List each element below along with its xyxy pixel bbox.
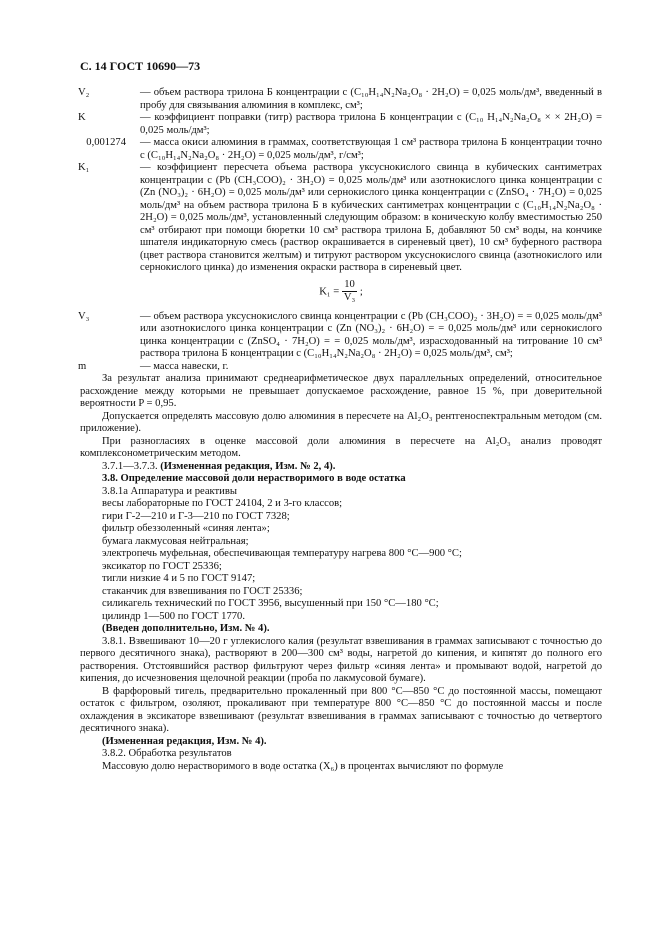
subsection-3-8-1a: 3.8.1а Аппаратура и реактивы	[102, 485, 237, 497]
definition-symbol: V₃	[78, 310, 90, 322]
paragraph-result: За результат анализа принимают среднеарифметическое двух параллельных определений, относительное расхождение между которыми не превышает допускаемое расхождение, равное 15 %, при доверительной вероятности P = 0,95.	[80, 373, 602, 409]
definition-symbol: m	[78, 360, 87, 372]
equipment-item: эксикатор по ГОСТ 25336;	[102, 560, 222, 572]
variable-definitions-2	[80, 311, 602, 374]
edit-note-1	[80, 461, 602, 474]
equipment-item: тигли низкие 4 и 5 по ГОСТ 9147;	[102, 573, 256, 584]
formula-numerator: 10	[342, 279, 357, 293]
formula-fraction	[342, 279, 357, 305]
equipment-item: фильтр обеззоленный «синяя лента»;	[102, 523, 270, 534]
equipment-list	[80, 498, 602, 623]
section-3-8-heading	[80, 473, 602, 486]
definition-text: — объем раствора трилона Б концентрации c (C₁₀H₁₄N₂Na₂O₈ · 2H₂O) = 0,025 моль/дм³, введенный в пробу для связывания алюминия в комплекс, см³;	[140, 87, 602, 111]
paragraph-3-8-1-cont: В фарфоровый тигель, предварительно прокаленный при 800 °С—850 °С до постоянной массы, помещают остаток с фильтром, озоляют, прокаливают при температуре 800 °С—850 °С до постоянной массы и после охлаждения в эксикаторе взвешивают (результат взвешивания в граммах записывают с точностью до четвертого десятичного знака).	[80, 685, 602, 734]
definition-text: — масса навески, г.	[140, 360, 229, 372]
definition-item	[80, 162, 602, 275]
edit-note-1-text: (Измененная редакция, Изм. № 2, 4).	[160, 460, 336, 472]
formula-k1	[80, 279, 602, 305]
definition-text: — коэффициент поправки (титр) раствора трилона Б концентрации c (C₁₀ H₁₄N₂Na₂O₈ × × 2H₂O) = 0,025 моль/дм³;	[140, 112, 602, 136]
equipment-item: электропечь муфельная, обеспечивающая температуру нагрева 800 °С—900 °С;	[102, 548, 462, 559]
paragraph-xray: Допускается определять массовую долю алюминия в пересчете на Al₂O₃ рентгеноспектральным методом (см. приложение).	[80, 410, 602, 434]
paragraph-3-8-2: Массовую долю нерастворимого в воде остатка (X₆) в процентах вычисляют по формуле	[102, 760, 504, 772]
variable-definitions	[80, 87, 602, 275]
formula-denominator: V₃	[343, 292, 356, 303]
formula-lhs: K₁ =	[319, 285, 340, 297]
definition-symbol: K	[78, 112, 86, 123]
subsection-3-8-2: 3.8.2. Обработка результатов	[102, 748, 232, 759]
paragraph-3-8-1: 3.8.1. Взвешивают 10—20 г углекислого калия (результат взвешивания в граммах записывают с точностью до первого десятичного знака), растворяют в 200—300 см³ воды, нагретой до кипения, и кипятят до полного его растворения. Отстоявшийся раствор фильтруют через фильтр «синяя лента» и промывают водой, нагретой до кипения, до исчезновения щелочной реакции (проба по лакмусовой бумаге).	[80, 635, 602, 684]
equipment-item: силикагель технический по ГОСТ 3956, высушенный при 150 °С—180 °С;	[102, 598, 439, 609]
equipment-item: бумага лакмусовая нейтральная;	[102, 535, 249, 547]
page-header: С. 14 ГОСТ 10690—73	[80, 59, 201, 73]
equipment-item: стаканчик для взвешивания по ГОСТ 25336;	[102, 585, 303, 597]
equipment-item: цилиндр 1—500 по ГОСТ 1770.	[102, 610, 246, 622]
definition-symbol: 0,001274	[86, 137, 126, 148]
definition-text: — масса окиси алюминия в граммах, соответствующая 1 см³ раствора трилона Б концентрации точно c (C₁₀H₁₄N₂Na₂O₈ · 2H₂O) = 0,025 моль/дм³, г/см³;	[140, 137, 602, 161]
equipment-item: гири Г-2—210 и Г-3—210 по ГОСТ 7328;	[102, 510, 290, 522]
definition-symbol: V₂	[78, 87, 90, 98]
formula-tail: ;	[359, 285, 363, 297]
paragraph-dispute: При разногласиях в оценке массовой доли алюминия в пересчете на Al₂O₃ анализ проводят комплексонометрическим методом.	[80, 435, 602, 459]
document-body	[80, 87, 602, 773]
definition-item	[80, 87, 602, 112]
definition-text: — объем раствора уксуснокислого свинца концентрации c (Pb (CH₃COO)₂ · 3H₂O) = = 0,025 моль/дм³ или азотнокислого цинка концентрации c (Zn (NO₃)₂ · 6H₂O) = = 0,025 моль/дм³ или сернокислого цинка концентрации c (ZnSO₄ · 7H₂O) = = 0,025 моль/дм³, израсходованный на титрование 10 см³ раствора трилона Б концентрации c (C₁₀H₁₄N₂Na₂O₈ · 2H₂O) = 0,025 моль/дм³, см³;	[140, 310, 602, 359]
definition-item	[80, 361, 602, 374]
section-3-8-title: Определение массовой доли нерастворимого в воде остатка	[120, 473, 406, 484]
definition-item	[80, 311, 602, 361]
equipment-item: весы лабораторные по ГОСТ 24104, 2 и 3-го классов;	[102, 498, 343, 509]
definition-symbol: K₁	[78, 162, 90, 173]
definition-item	[80, 137, 602, 162]
edit-note-1-num: 3.7.1—3.7.3.	[102, 460, 158, 472]
edit-note-2: (Введен дополнительно, Изм. № 4).	[102, 623, 270, 634]
definition-text: — коэффициент пересчета объема раствора уксуснокислого свинца в кубических сантиметрах концентрации c (Pb (CH₃COO)₂ · 3H₂O) = 0,025 моль/дм³ или азотнокислого цинка концентрации c (Zn (NO₃)₂ · 6H₂O) = 0,025 моль/дм³ или сернокислого цинка концентрации c (ZnSO₄ · 7H₂O) = 0,025 моль/дм³ на объем раствора трилона Б в кубических сантиметрах концентрации c (C₁₀H₁₄N₂Na₂O₈ · 2H₂O) = 0,025 моль/дм³, установленный следующим образом: в коническую колбу вместимостью 250 см³ отбирают при помощи бюретки 10 см³ раствора трилона Б, добавляют 50 см³ воды, на кончике шпателя индикаторную смесь (раствор окрашивается в сиреневый цвет), 10 см³ буферного раствора (цвет раствора становится желтым) и титруют раствором уксуснокислого свинца (азотнокислого или сернокислого цинка) до изменения окраски раствора в сиреневый цвет.	[140, 162, 602, 273]
edit-note-3: (Измененная редакция, Изм. № 4).	[102, 735, 267, 747]
section-3-8-num: 3.8.	[102, 473, 118, 484]
definition-item	[80, 112, 602, 137]
